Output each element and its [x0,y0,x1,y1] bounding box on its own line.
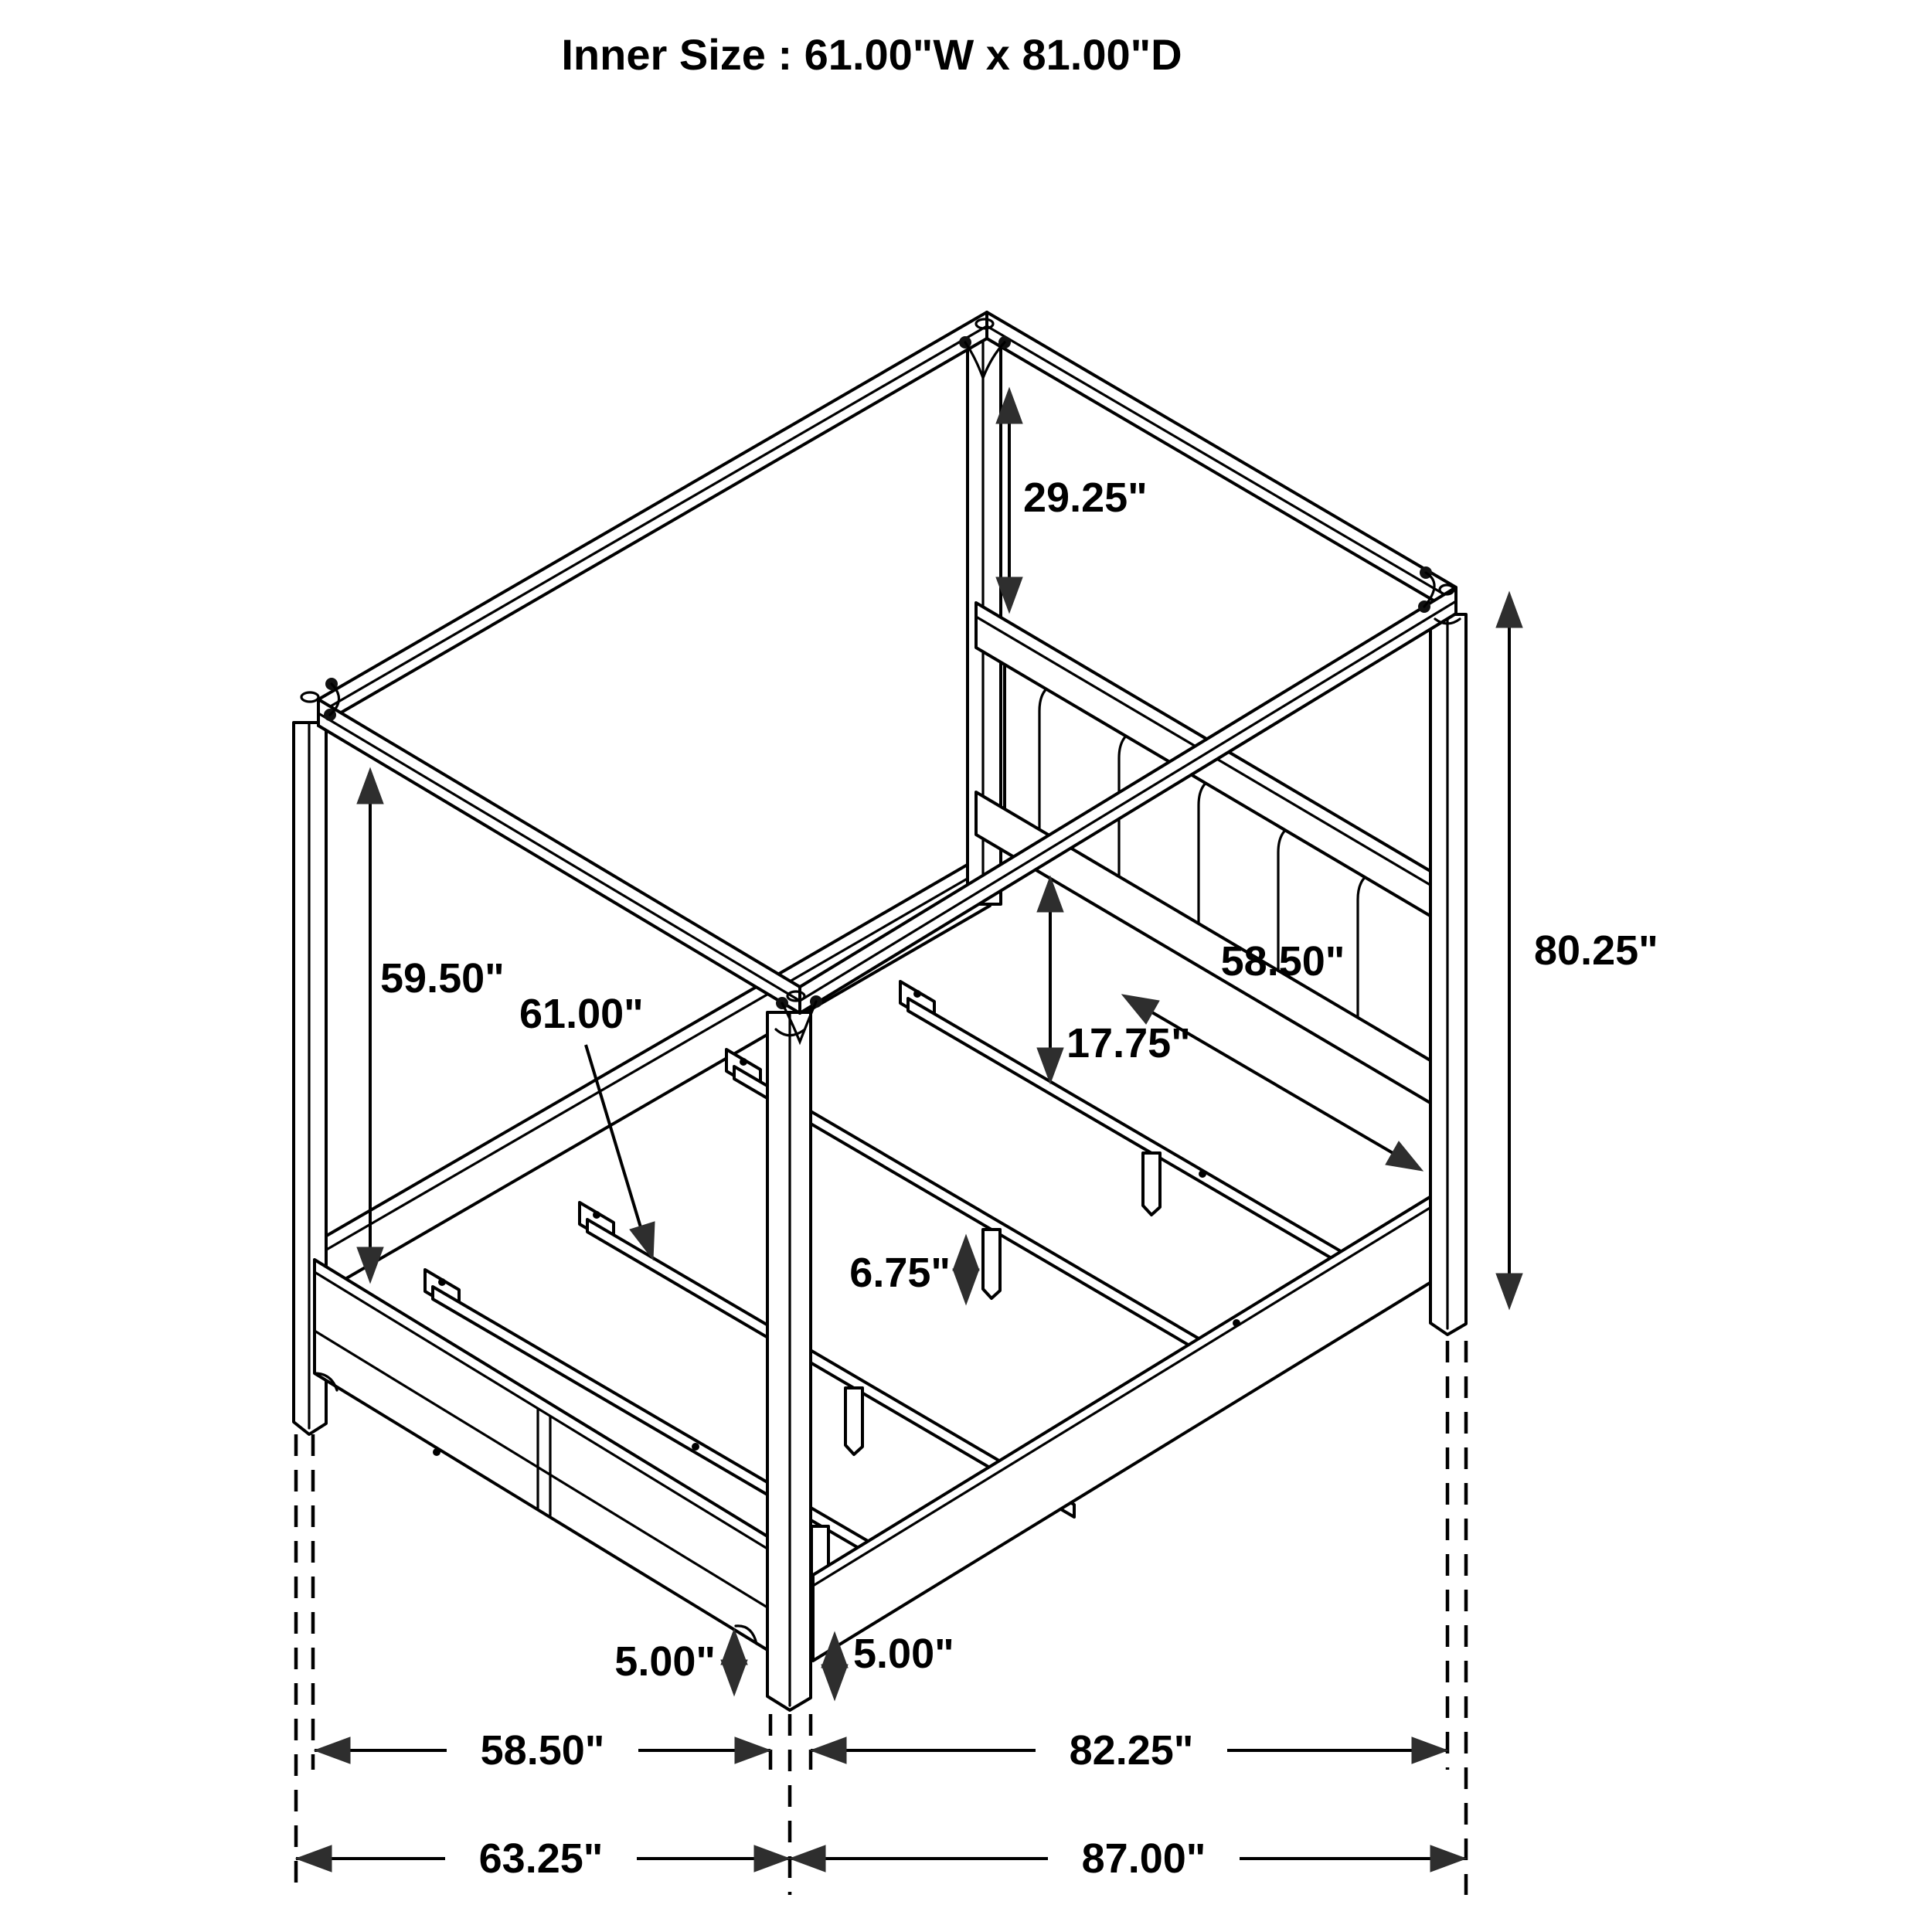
page-title: Inner Size : 61.00"W x 81.00"D [561,30,1182,79]
dimension-clearance-foot [614,1629,747,1696]
label-headboard-to-slat: 17.75" [1066,1020,1191,1066]
label-footprint-width: 58.50" [480,1727,605,1774]
slat-leg [983,1230,1000,1298]
label-clearance-foot: 5.00" [614,1638,716,1685]
right-post [1430,614,1466,1335]
label-slat-length: 61.00" [519,991,644,1037]
dimension-canopy-to-headboard [996,388,1148,613]
label-leg-height: 6.75" [849,1250,951,1296]
slat-leg [845,1388,862,1454]
label-canopy-to-headboard: 29.25" [1023,474,1148,521]
label-clearance-side: 5.00" [853,1631,954,1677]
dimension-leg-height [849,1235,979,1304]
dimension-overall-depth [790,1835,1466,1882]
label-inner-width: 58.50" [1220,938,1345,985]
label-footprint-depth: 82.25" [1069,1727,1194,1774]
label-overall-depth: 87.00" [1081,1835,1206,1882]
dimension-overall-height [1496,592,1658,1309]
slat-leg [1143,1153,1160,1215]
front-post [767,1012,811,1710]
label-floor-to-rail: 59.50" [380,955,505,1002]
label-overall-width: 63.25" [478,1835,604,1882]
dimension-footprint-depth [811,1727,1447,1774]
dimension-footprint-width [315,1727,770,1774]
dimension-overall-width [296,1835,790,1882]
label-overall-height: 80.25" [1534,927,1658,974]
